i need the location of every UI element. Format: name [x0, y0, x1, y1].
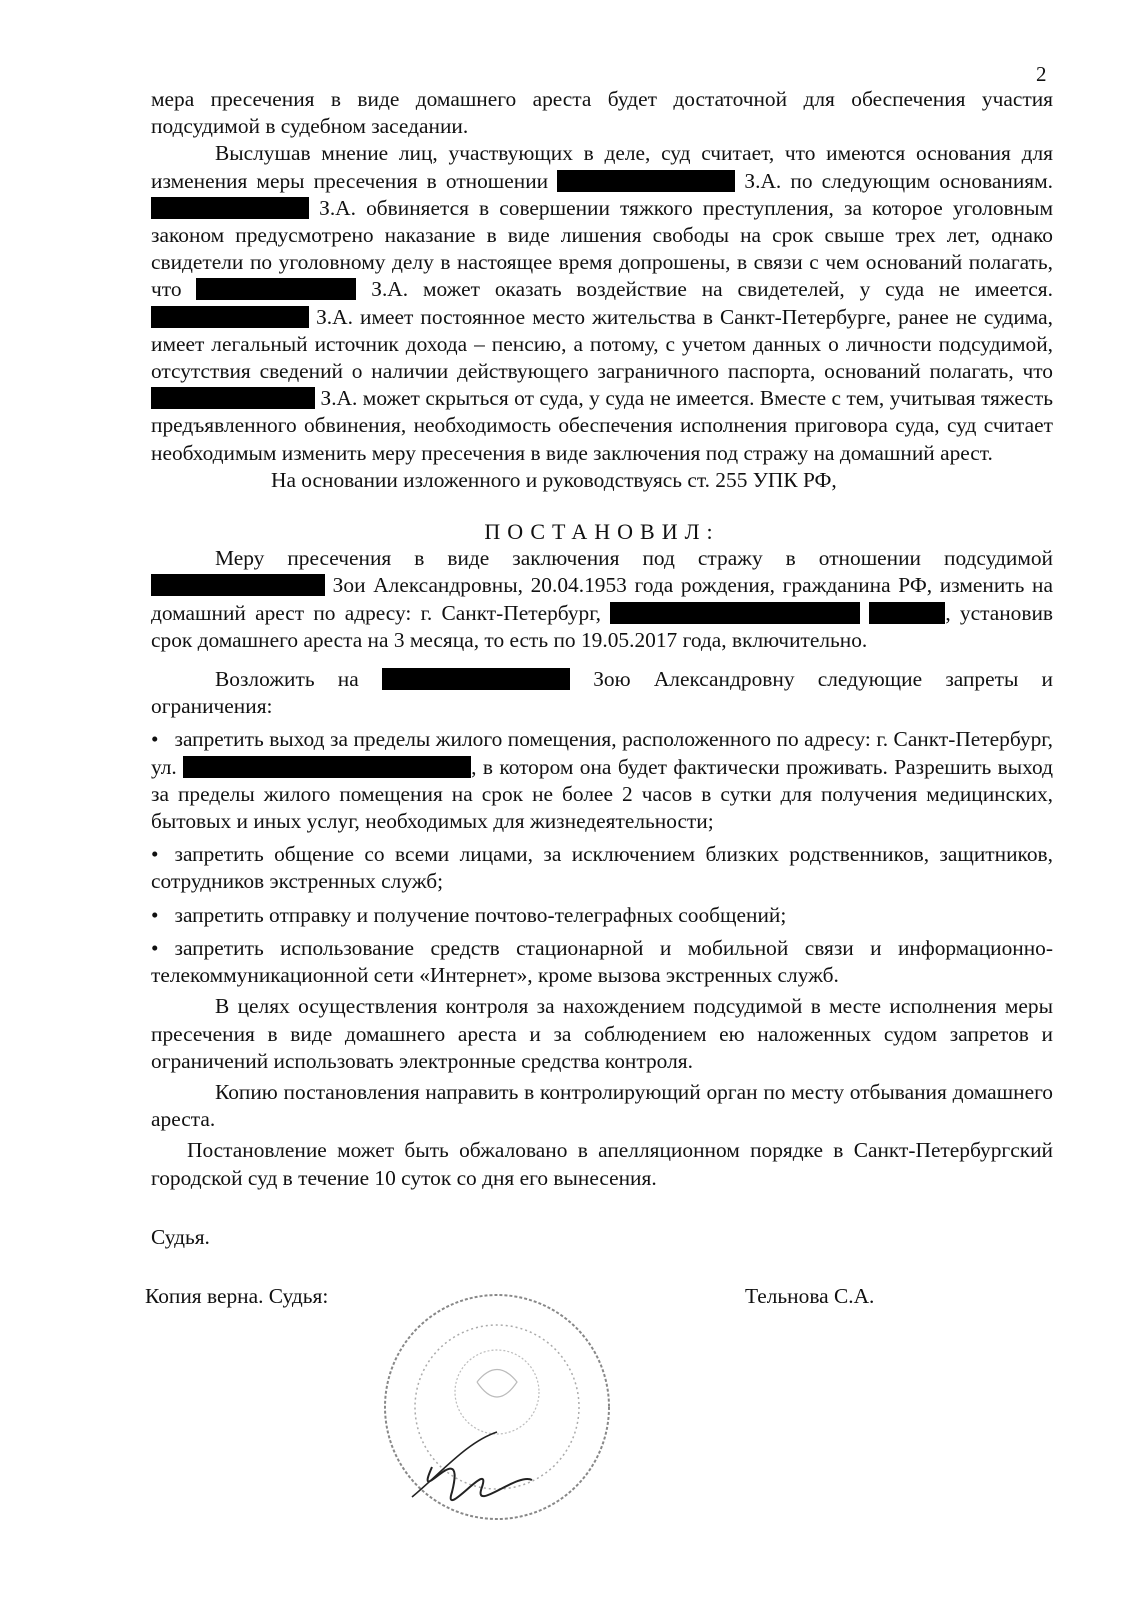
- document-title: ПОСТАНОВИЛ:: [484, 519, 720, 545]
- paragraph-3: На основании изложенного и руководствуясь ст. 255 УПК РФ,: [271, 467, 837, 492]
- paragraph-7: Копию постановления направить в контролирующий орган по месту отбывания домашнего ареста.: [151, 1079, 1053, 1132]
- redaction: [382, 668, 570, 690]
- paragraph-5: Возложить на Зою Александровну следующие запреты и ограничения:: [151, 667, 1054, 719]
- redaction: [183, 756, 471, 778]
- redaction: [151, 197, 309, 219]
- redaction: [151, 574, 325, 596]
- redaction: [196, 278, 356, 300]
- redaction: [151, 387, 315, 409]
- judge-label: Судья.: [151, 1224, 210, 1249]
- restriction-item: • запретить общение со всеми лицами, за исключением близких родственников, защитников, сотрудников экстренных служб;: [151, 842, 1053, 894]
- redaction: [151, 306, 309, 328]
- paragraph-4: Меру пресечения в виде заключения под стражу в отношении подсудимой Зои Александровны, 20.04.1953 года рождения, гражданина РФ, изменить на домашний арест по адресу: г. Санкт-Петербург, , установив срок домашнего ареста на 3 месяца, то есть по 19.05.2017 года, включительно.: [151, 546, 1053, 652]
- paragraph-2: Выслушав мнение лиц, участвующих в деле, суд считает, что имеются основания для изменения меры пресечения в отношении З.А. по следующим основаниям. З.А. обвиняется в совершении тяжкого преступления, за которое уголовным законом предусмотрено наказание в виде лишения свободы на срок свыше трех лет, однако свидетели по уголовному делу в настоящее время допрошены, в связи с чем оснований полагать, что З.А. может оказать воздействие на свидетелей, у суда не имеется. З.А. имеет постоянное место жительства в Санкт-Петербурге, ранее не судима, имеет легальный источник дохода – пенсию, а потому, с учетом данных о личности подсудимой, отсутствия сведений о наличии действующего заграничного паспорта, оснований полагать, что З.А. может скрыться от суда, у суда не имеется. Вместе с тем, учитывая тяжесть предъявленного обвинения, необходимость обеспечения исполнения приговора суда, суд считает необходимым изменить меру пресечения в виде заключения под стражу на домашний арест.: [151, 141, 1053, 465]
- paragraph-6: В целях осуществления контроля за нахождением подсудимой в месте исполнения меры пресечения в виде домашнего ареста и за соблюдением ею наложенных судом запретов и ограничений использовать электронные средства контроля.: [151, 994, 1053, 1073]
- page-number: 2: [1036, 62, 1047, 86]
- redaction: [869, 602, 945, 624]
- copy-label: Копия верна. Судья:: [145, 1283, 329, 1308]
- redaction: [610, 602, 860, 624]
- restriction-item: • запретить отправку и получение почтово-телеграфных сообщений;: [151, 902, 787, 927]
- judge-name: Тельнова С.А.: [745, 1283, 875, 1308]
- court-seal-icon: [372, 1282, 622, 1532]
- paragraph-8: Постановление может быть обжаловано в апелляционном порядке в Санкт-Петербургский городской суд в течение 10 суток со дня его вынесения.: [151, 1138, 1053, 1190]
- restriction-item: • запретить использование средств стационарной и мобильной связи и информационно-телекоммуникационной сети «Интернет», кроме вызова экстренных служб.: [151, 935, 1053, 988]
- paragraph-1: мера пресечения в виде домашнего ареста будет достаточной для обеспечения участия подсудимой в судебном заседании.: [151, 87, 1053, 139]
- restriction-item: • запретить выход за пределы жилого помещения, расположенного по адресу: г. Санкт-Петербург, ул. , в котором она будет фактически проживать. Разрешить выход за пределы жилого помещения на срок не более 2 часов в сутки для получения медицинских, бытовых и иных услуг, необходимых для жизнедеятельности;: [151, 727, 1053, 834]
- document-body: [145, 86, 1054, 1310]
- redaction: [557, 170, 735, 192]
